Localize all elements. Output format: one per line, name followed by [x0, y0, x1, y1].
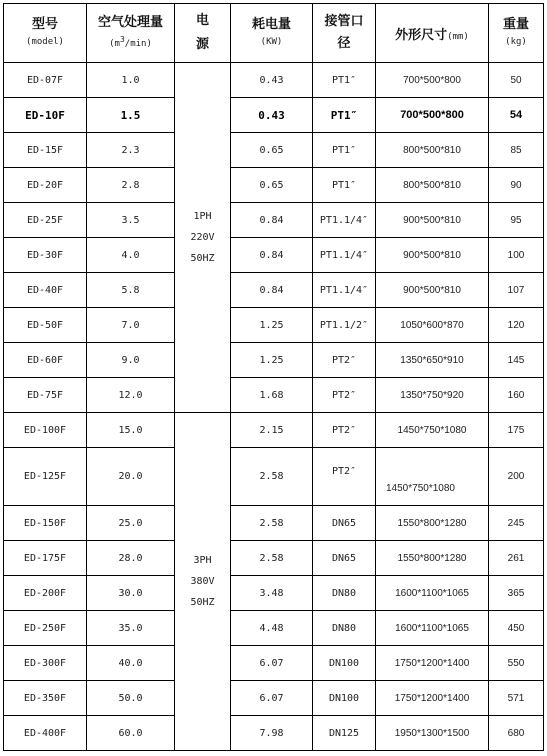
- cell-pipe: DN125: [313, 716, 376, 751]
- cell-model: ED-50F: [4, 308, 87, 343]
- power-spec-line: 50HZ: [190, 253, 215, 264]
- cell-dims: 1450*750*1080: [376, 448, 489, 506]
- cell-dims: 700*500*800: [376, 98, 489, 133]
- cell-pipe: DN100: [313, 646, 376, 681]
- cell-model: ED-25F: [4, 203, 87, 238]
- header-air-unit: [87, 32, 174, 52]
- cell-air: 40.0: [87, 646, 175, 681]
- cell-model: ED-175F: [4, 541, 87, 576]
- table-row: [4, 646, 544, 681]
- cell-pipe: DN65: [313, 506, 376, 541]
- header-air-unit-pre: (m: [109, 39, 120, 49]
- power-group-cell: [175, 413, 231, 751]
- cell-model: ED-75F: [4, 378, 87, 413]
- cell-air: 20.0: [87, 448, 175, 506]
- cell-kw: 6.07: [231, 681, 313, 716]
- cell-kw: 4.48: [231, 611, 313, 646]
- table-row: [4, 716, 544, 751]
- cell-air: 5.8: [87, 273, 175, 308]
- table-row: [4, 506, 544, 541]
- cell-dims: 800*500*810: [376, 168, 489, 203]
- cell-weight: 365: [489, 576, 544, 611]
- table-row: [4, 98, 544, 133]
- cell-weight: 100: [489, 238, 544, 273]
- header-weight-label: 重量: [502, 17, 529, 32]
- cell-weight: 200: [489, 448, 544, 506]
- table-row: [4, 273, 544, 308]
- cell-pipe: PT1.1/4″: [313, 273, 376, 308]
- cell-air: 12.0: [87, 378, 175, 413]
- cell-model: ED-10F: [4, 98, 87, 133]
- cell-model: ED-20F: [4, 168, 87, 203]
- header-air: [87, 4, 175, 63]
- cell-pipe: PT2″: [313, 448, 376, 506]
- power-spec-line: 220V: [190, 232, 215, 243]
- cell-kw: 2.58: [231, 448, 313, 506]
- header-pipe-line2: 径: [337, 36, 351, 51]
- cell-kw: 0.84: [231, 238, 313, 273]
- cell-dims: 900*500*810: [376, 273, 489, 308]
- cell-model: ED-300F: [4, 646, 87, 681]
- cell-pipe: PT1.1/2″: [313, 308, 376, 343]
- cell-air: 60.0: [87, 716, 175, 751]
- power-group-cell: [175, 63, 231, 413]
- cell-pipe: PT1″: [313, 168, 376, 203]
- cell-pipe: DN80: [313, 576, 376, 611]
- cell-kw: 7.98: [231, 716, 313, 751]
- cell-kw: 0.43: [231, 98, 313, 133]
- cell-air: 2.8: [87, 168, 175, 203]
- cell-kw: 1.25: [231, 308, 313, 343]
- cell-pipe: PT2″: [313, 413, 376, 448]
- header-consumption-label: 耗电量: [251, 17, 291, 32]
- header-dims-label: 外形尺寸: [395, 27, 448, 43]
- cell-air: 9.0: [87, 343, 175, 378]
- table-row: [4, 63, 544, 98]
- table-row: [4, 168, 544, 203]
- header-consumption: [231, 4, 313, 63]
- table-row: [4, 413, 544, 448]
- cell-dims: 1050*600*870: [376, 308, 489, 343]
- table-row: [4, 308, 544, 343]
- cell-weight: 160: [489, 378, 544, 413]
- cell-air: 2.3: [87, 133, 175, 168]
- cell-air: 25.0: [87, 506, 175, 541]
- cell-dims: 1950*1300*1500: [376, 716, 489, 751]
- cell-pipe: PT1.1/4″: [313, 238, 376, 273]
- table-row: [4, 133, 544, 168]
- cell-dims: 1750*1200*1400: [376, 646, 489, 681]
- table-row: [4, 203, 544, 238]
- cell-model: ED-125F: [4, 448, 87, 506]
- cell-weight: 680: [489, 716, 544, 751]
- cell-air: 1.5: [87, 98, 175, 133]
- cell-pipe: PT1″: [313, 133, 376, 168]
- spec-table: [3, 3, 544, 751]
- cell-dims: 1600*1100*1065: [376, 611, 489, 646]
- cell-dims: 700*500*800: [376, 63, 489, 98]
- cell-model: ED-40F: [4, 273, 87, 308]
- power-spec-line: 50HZ: [190, 597, 215, 608]
- header-power: [175, 4, 231, 63]
- header-pipe-line1: 接管口: [324, 14, 364, 29]
- cell-pipe: PT2″: [313, 378, 376, 413]
- power-spec-line: 1PH: [193, 211, 212, 222]
- cell-air: 50.0: [87, 681, 175, 716]
- header-weight: [489, 4, 544, 63]
- cell-air: 3.5: [87, 203, 175, 238]
- table-row: [4, 378, 544, 413]
- table-row: [4, 541, 544, 576]
- cell-air: 1.0: [87, 63, 175, 98]
- cell-model: ED-350F: [4, 681, 87, 716]
- cell-model: ED-250F: [4, 611, 87, 646]
- cell-kw: 0.43: [231, 63, 313, 98]
- cell-weight: 107: [489, 273, 544, 308]
- cell-dims: 1550*800*1280: [376, 541, 489, 576]
- cell-kw: 6.07: [231, 646, 313, 681]
- cell-weight: 175: [489, 413, 544, 448]
- cell-pipe: DN80: [313, 611, 376, 646]
- cell-dims: 1750*1200*1400: [376, 681, 489, 716]
- cell-model: ED-60F: [4, 343, 87, 378]
- cell-kw: 2.58: [231, 541, 313, 576]
- header-pipe: [313, 4, 376, 63]
- cell-model: ED-07F: [4, 63, 87, 98]
- cell-kw: 3.48: [231, 576, 313, 611]
- cell-model: ED-200F: [4, 576, 87, 611]
- header-power-line2: 源: [195, 37, 209, 52]
- cell-model: ED-100F: [4, 413, 87, 448]
- cell-weight: 54: [489, 98, 544, 133]
- cell-pipe: PT1″: [313, 63, 376, 98]
- header-dims: [376, 4, 489, 63]
- cell-dims: 1350*750*920: [376, 378, 489, 413]
- table-row: [4, 576, 544, 611]
- header-power-line1: 电: [195, 13, 209, 28]
- table-row: [4, 238, 544, 273]
- cell-weight: 571: [489, 681, 544, 716]
- cell-kw: 0.65: [231, 168, 313, 203]
- table-row: [4, 448, 544, 506]
- header-air-label: 空气处理量: [97, 15, 163, 30]
- cell-weight: 90: [489, 168, 544, 203]
- cell-air: 28.0: [87, 541, 175, 576]
- cell-pipe: PT1.1/4″: [313, 203, 376, 238]
- cell-kw: 2.15: [231, 413, 313, 448]
- cell-model: ED-15F: [4, 133, 87, 168]
- cell-kw: 1.68: [231, 378, 313, 413]
- cell-air: 30.0: [87, 576, 175, 611]
- cell-weight: 550: [489, 646, 544, 681]
- cell-kw: 0.84: [231, 273, 313, 308]
- cell-pipe: PT1″: [313, 98, 376, 133]
- header-model-label: 型号: [31, 17, 58, 32]
- header-weight-unit: (kg): [505, 37, 527, 47]
- cell-air: 35.0: [87, 611, 175, 646]
- cell-kw: 0.84: [231, 203, 313, 238]
- cell-weight: 245: [489, 506, 544, 541]
- spec-table-container: [3, 3, 544, 751]
- table-row: [4, 343, 544, 378]
- cell-weight: 261: [489, 541, 544, 576]
- cell-dims: 800*500*810: [376, 133, 489, 168]
- power-spec-line: 380V: [190, 576, 215, 587]
- cell-kw: 0.65: [231, 133, 313, 168]
- cell-model: ED-30F: [4, 238, 87, 273]
- cell-weight: 120: [489, 308, 544, 343]
- header-model-sub: (model): [26, 37, 64, 47]
- cell-dims: 900*500*810: [376, 203, 489, 238]
- cell-weight: 50: [489, 63, 544, 98]
- cell-weight: 145: [489, 343, 544, 378]
- cell-air: 7.0: [87, 308, 175, 343]
- cell-dims: 900*500*810: [376, 238, 489, 273]
- cell-weight: 450: [489, 611, 544, 646]
- cell-weight: 85: [489, 133, 544, 168]
- cell-dims: 1600*1100*1065: [376, 576, 489, 611]
- header-air-unit-post: /min): [124, 39, 152, 49]
- table-row: [4, 611, 544, 646]
- cell-model: ED-150F: [4, 506, 87, 541]
- cell-dims: 1550*800*1280: [376, 506, 489, 541]
- cell-weight: 95: [489, 203, 544, 238]
- header-row: [4, 4, 544, 63]
- table-row: [4, 681, 544, 716]
- cell-dims: 1350*650*910: [376, 343, 489, 378]
- cell-pipe: PT2″: [313, 343, 376, 378]
- cell-kw: 1.25: [231, 343, 313, 378]
- header-air-unit-sup: 3: [119, 35, 125, 44]
- header-consumption-unit: (KW): [260, 37, 283, 47]
- power-spec-line: 3PH: [193, 555, 212, 566]
- cell-model: ED-400F: [4, 716, 87, 751]
- cell-air: 15.0: [87, 413, 175, 448]
- cell-pipe: DN65: [313, 541, 376, 576]
- header-dims-unit: (mm): [447, 31, 469, 42]
- cell-dims: 1450*750*1080: [376, 413, 489, 448]
- cell-pipe: DN100: [313, 681, 376, 716]
- header-model: [4, 4, 87, 63]
- cell-air: 4.0: [87, 238, 175, 273]
- cell-kw: 2.58: [231, 506, 313, 541]
